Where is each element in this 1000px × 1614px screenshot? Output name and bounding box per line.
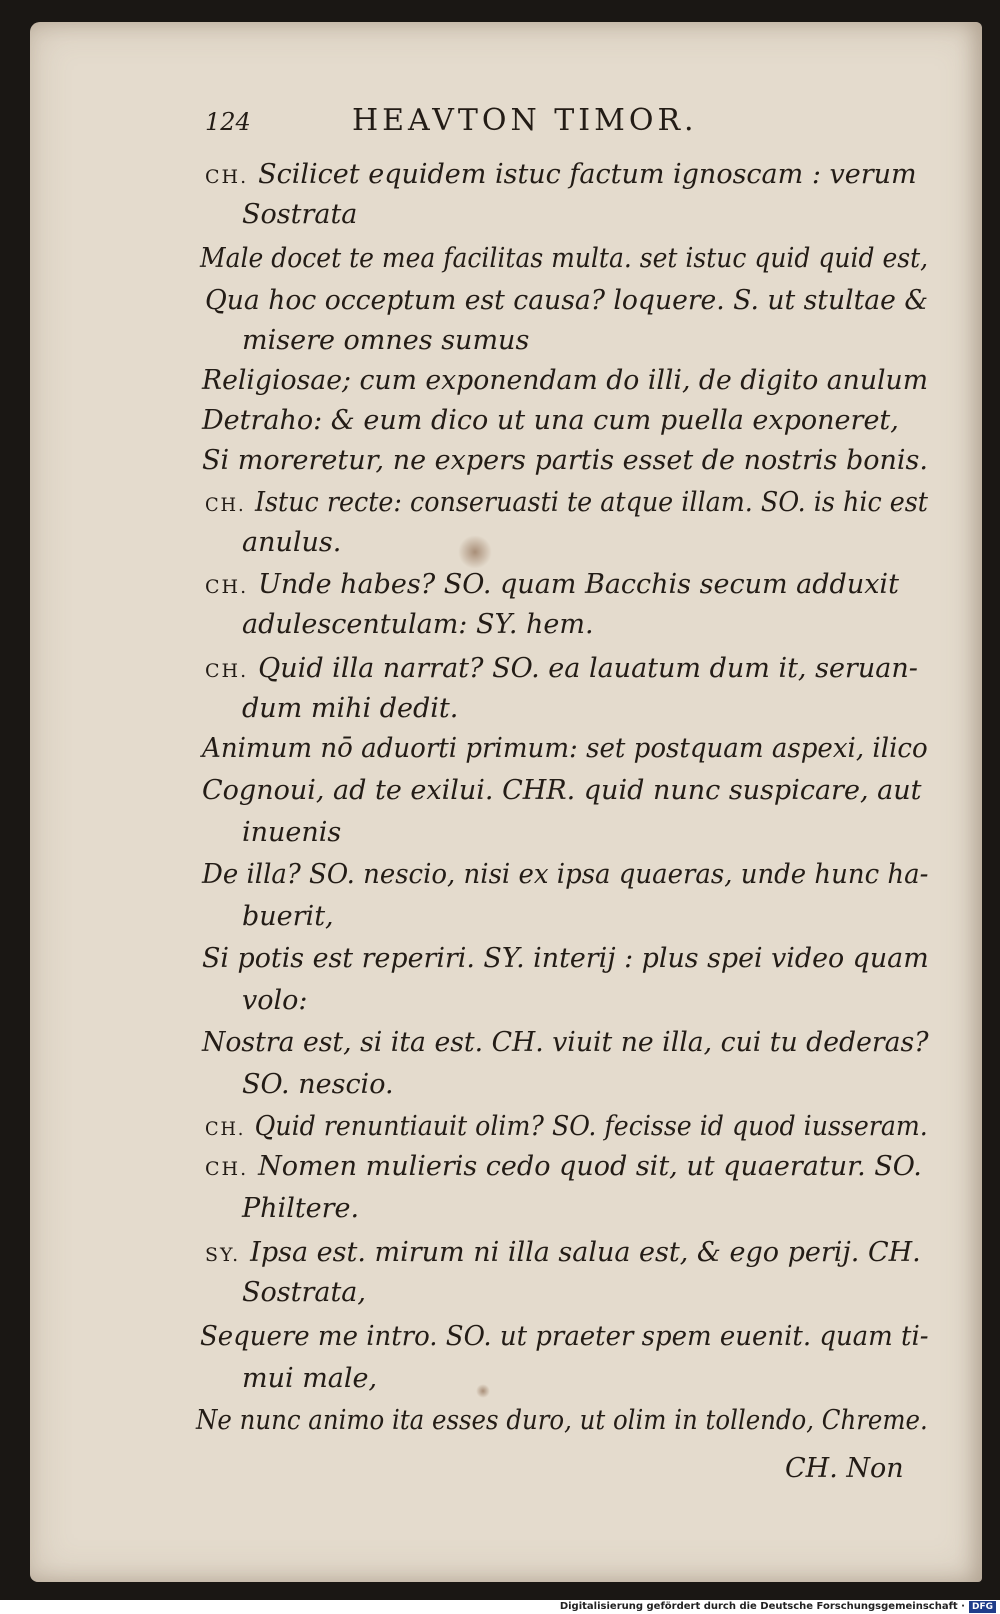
catchword: CH. Non	[785, 1453, 904, 1484]
line-text: De illa? SO. nescio, nisi ex ipsa quaeras, unde hunc ha-	[202, 859, 929, 890]
line-text: Nostra est, si ita est. CH. viuit ne illa, cui tu dederas?	[202, 1027, 929, 1058]
line-text: Qua hoc occeptum est causa? loquere. S. ut stultae &	[205, 285, 929, 316]
text-line	[205, 158, 917, 194]
text-line	[196, 1404, 928, 1438]
line-text: Male docet te mea facilitas multa. set istuc quid quid est,	[200, 243, 929, 274]
text-line	[242, 198, 357, 232]
digitization-footer	[560, 1600, 996, 1614]
line-text: Si moreretur, ne expers partis esset de nostris bonis.	[202, 445, 928, 476]
line-text: inuenis	[242, 817, 342, 848]
line-text: dum mihi dedit.	[242, 693, 459, 724]
footer-text: Digitalisierung gefördert durch die Deutsche Forschungsgemeinschaft ·	[559, 1601, 965, 1612]
text-line	[202, 858, 928, 892]
text-line	[242, 816, 341, 850]
text-line	[205, 1236, 921, 1272]
dfg-logo-icon: DFG	[969, 1601, 996, 1613]
line-text: Religiosae; cum exponendam do illi, de digito anulum	[202, 365, 929, 396]
line-text: Sequere me intro. SO. ut praeter spem euenit. quam ti-	[200, 1321, 929, 1352]
speaker-label: CH.	[205, 660, 249, 682]
line-text: Scilicet equidem istuc factum ignoscam : verum	[258, 159, 917, 190]
speaker-label: CH.	[205, 166, 249, 188]
speaker-label: CH.	[205, 1118, 246, 1140]
line-text: Sostrata,	[242, 1277, 366, 1308]
text-line	[205, 1110, 928, 1146]
text-line	[202, 1026, 929, 1060]
running-title: HEAVTON TIMOR.	[352, 103, 698, 138]
text-line	[242, 900, 334, 934]
text-line	[202, 444, 928, 478]
text-line	[242, 692, 458, 726]
text-line	[202, 774, 921, 808]
line-text: mui male,	[242, 1363, 378, 1394]
text-line	[202, 364, 928, 398]
line-text: Sostrata	[242, 199, 358, 230]
line-text: SO. nescio.	[242, 1069, 394, 1100]
text-line	[242, 1362, 377, 1396]
text-line	[202, 404, 899, 438]
line-text: Animum nō aduorti primum: set postquam aspexi, ilico	[202, 733, 928, 764]
line-text: Philtere.	[242, 1193, 360, 1224]
text-line	[242, 526, 341, 560]
line-text: Quid renuntiauit olim? SO. fecisse id quod iusseram.	[254, 1111, 928, 1142]
text-line	[242, 1068, 394, 1102]
speaker-label: CH.	[205, 576, 249, 598]
line-text: Ipsa est. mirum ni illa salua est, & ego perij. CH.	[250, 1237, 921, 1268]
line-text: misere omnes sumus	[242, 325, 530, 356]
text-line	[200, 242, 928, 276]
text-line	[205, 652, 918, 688]
line-text: Istuc recte: conseruasti te atque illam. SO. is hic est	[254, 487, 928, 518]
line-text: Detraho: & eum dico ut una cum puella exponeret,	[202, 405, 899, 436]
text-line	[205, 284, 928, 318]
speaker-label: CH.	[205, 494, 246, 516]
line-text: Unde habes? SO. quam Bacchis secum adduxit	[258, 569, 899, 600]
text-line	[242, 1276, 366, 1310]
line-text: Si potis est reperiri. SY. interij : plus spei video quam	[202, 943, 929, 974]
speaker-label: CH.	[205, 1158, 249, 1180]
line-text: volo:	[242, 985, 308, 1016]
line-text: adulescentulam: SY. hem.	[242, 609, 594, 640]
text-line	[242, 1192, 359, 1226]
text-line	[200, 1320, 929, 1354]
text-line	[205, 486, 928, 522]
text-line	[242, 984, 308, 1018]
page-header	[205, 105, 251, 139]
text-line	[242, 608, 594, 642]
line-text: Cognoui, ad te exilui. CHR. quid nunc suspicare, aut	[202, 775, 922, 806]
text-line	[202, 732, 928, 766]
line-text: Quid illa narrat? SO. ea lauatum dum it, seruan-	[258, 653, 918, 684]
folio-number: 124	[205, 108, 251, 136]
speaker-label: SY.	[205, 1244, 241, 1266]
text-line	[242, 324, 529, 358]
line-text: buerit,	[242, 901, 334, 932]
line-text: anulus.	[242, 527, 342, 558]
text-line	[205, 1150, 922, 1186]
line-text: Nomen mulieris cedo quod sit, ut quaeratur. SO.	[258, 1151, 922, 1182]
text-line	[205, 568, 899, 604]
text-line	[202, 942, 929, 976]
line-text: Ne nunc animo ita esses duro, ut olim in tollendo, Chreme.	[196, 1405, 928, 1436]
